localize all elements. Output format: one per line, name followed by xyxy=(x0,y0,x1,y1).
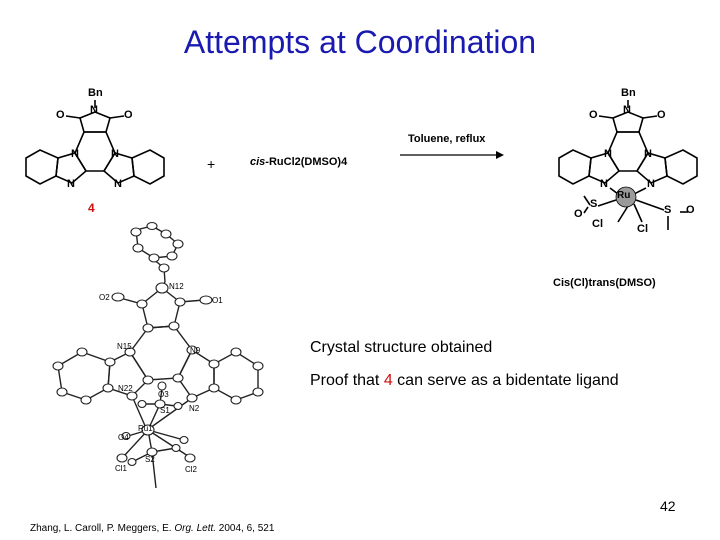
product-bn-label: Bn xyxy=(621,87,636,99)
atom-label-o1: O1 xyxy=(212,296,223,305)
product-imide-nitrogen: N xyxy=(623,104,631,116)
reactant-nitrogen-b: N xyxy=(111,148,119,160)
product-sulfur-left: S xyxy=(590,198,598,210)
atom-label-n15: N15 xyxy=(117,342,132,351)
product-ruthenium: Ru xyxy=(617,190,631,201)
isomer-label: Cis(Cl)trans(DMSO) xyxy=(553,277,656,289)
bullet-bidentate-ligand xyxy=(310,372,619,390)
product-chloride-right: Cl xyxy=(637,223,648,235)
reactant-imide-nitrogen: N xyxy=(90,104,98,116)
bullet-crystal-structure: Crystal structure obtained xyxy=(310,339,493,356)
atom-label-n9: N9 xyxy=(190,346,201,355)
atom-label-n12: N12 xyxy=(169,282,184,291)
atom-label-o4: O4 xyxy=(118,433,129,442)
product-nitrogen-a: N xyxy=(604,148,612,160)
atom-label-cl2: Cl2 xyxy=(185,465,198,474)
citation-authors: Zhang, L. Caroll, P. Meggers, E. xyxy=(30,523,175,534)
product-oxygen-dmso-left: O xyxy=(574,208,583,220)
reactant-bn-label: Bn xyxy=(88,87,103,99)
reagent-prefix: cis xyxy=(250,156,266,168)
reagent-formula: -RuCl2(DMSO)4 xyxy=(265,156,348,168)
bullet-bidentate-pre: Proof that xyxy=(310,372,384,389)
product-nitrogen-b: N xyxy=(644,148,652,160)
product-sulfur-right: S xyxy=(664,204,672,216)
atom-label-n2: N2 xyxy=(189,404,200,413)
reactant-oxygen-left: O xyxy=(56,109,65,121)
reactant-oxygen-right: O xyxy=(124,109,133,121)
reactant-nitrogen-d: N xyxy=(114,178,122,190)
product-oxygen-left: O xyxy=(589,109,598,121)
product-oxygen-dmso-right: O xyxy=(686,204,695,216)
atom-label-o3: O3 xyxy=(158,390,169,399)
product-nitrogen-c: N xyxy=(600,178,608,190)
atom-label-s2: S2 xyxy=(145,455,155,464)
atom-label-ru1: Ru1 xyxy=(138,424,153,433)
reactant-nitrogen-a: N xyxy=(71,148,79,160)
citation-details: 2004, 6, 521 xyxy=(216,523,275,534)
reactant-nitrogen-c: N xyxy=(67,178,75,190)
citation-journal: Org. Lett. xyxy=(174,523,217,534)
product-nitrogen-d: N xyxy=(647,178,655,190)
plus-sign: + xyxy=(207,156,216,172)
atom-label-n22: N22 xyxy=(118,384,133,393)
product-oxygen-right: O xyxy=(657,109,666,121)
citation xyxy=(30,523,274,534)
atom-label-o2: O2 xyxy=(99,293,110,302)
page-number: 42 xyxy=(660,498,676,514)
slide-title: Attempts at Coordination xyxy=(183,24,537,60)
bullet-compound-highlight: 4 xyxy=(383,372,393,389)
product-chloride-left: Cl xyxy=(592,218,603,230)
atom-label-s1: S1 xyxy=(160,406,170,415)
bullet-bidentate-post: can serve as a bidentate ligand xyxy=(392,372,619,389)
reaction-conditions: Toluene, reflux xyxy=(408,133,486,145)
compound-number: 4 xyxy=(88,201,95,215)
atom-label-cl1: Cl1 xyxy=(115,464,128,473)
